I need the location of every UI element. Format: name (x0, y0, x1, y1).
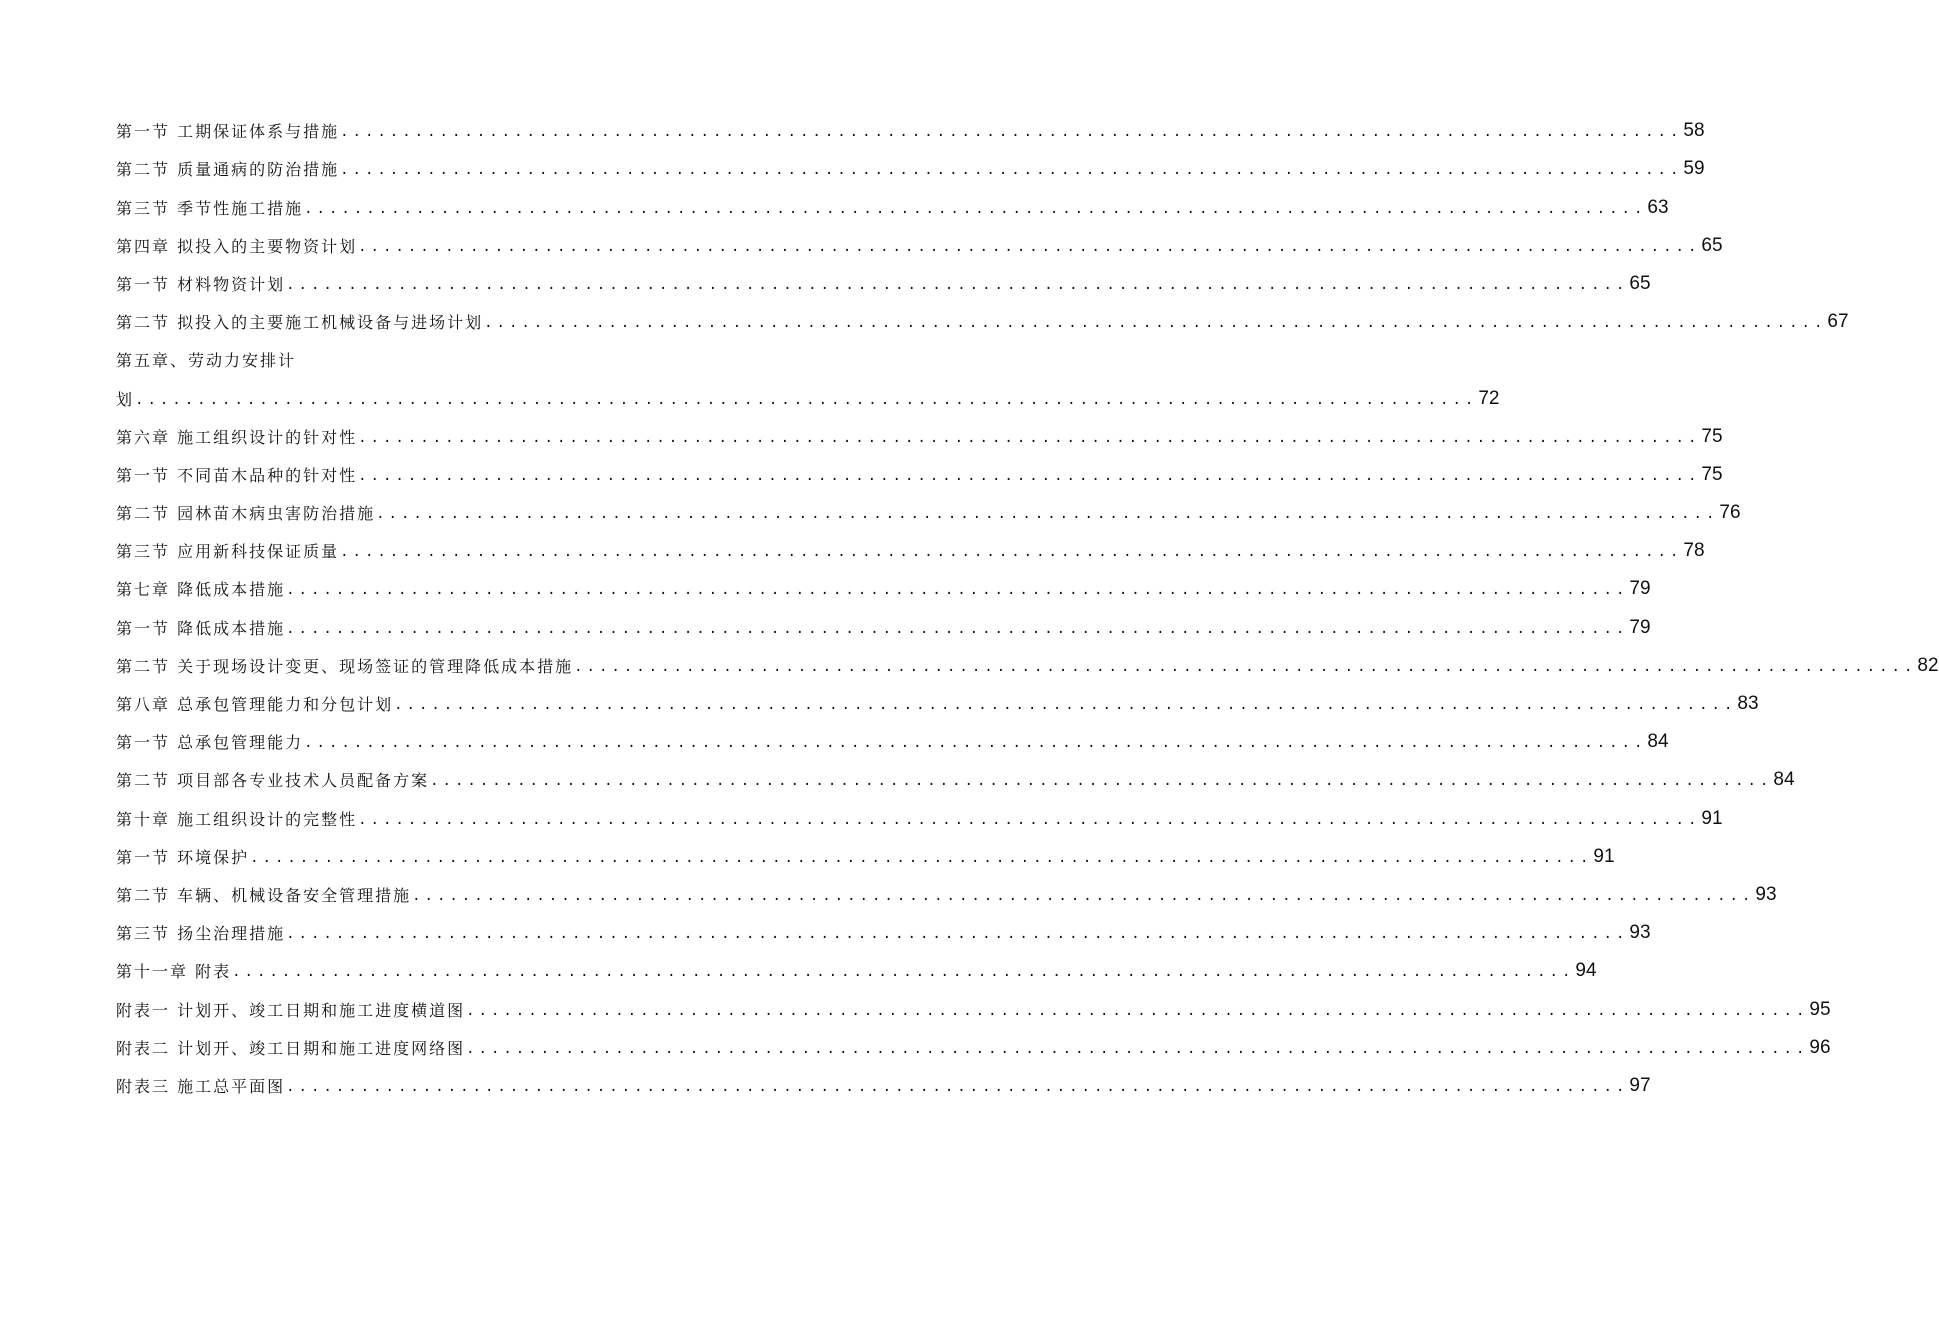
toc-entry-title: 第十章 施工组织设计的完整性 (116, 809, 358, 829)
toc-page-number: 72 (1478, 387, 1500, 409)
toc-entry-title: 附表二 计划开、竣工日期和施工进度网络图 (116, 1038, 466, 1058)
toc-row[interactable] (116, 108, 1705, 146)
toc-row[interactable] (116, 986, 1831, 1024)
toc-row[interactable] (116, 1025, 1831, 1063)
toc-row[interactable] (116, 910, 1651, 948)
table-of-contents (116, 108, 1939, 1101)
toc-page-number: 79 (1629, 616, 1651, 638)
toc-leader-dots: ............................................................................................................ (412, 887, 1755, 904)
toc-leader-dots: ............................................................................................................ (466, 1040, 1809, 1057)
toc-entry-title: 第一节 材料物资计划 (116, 274, 286, 294)
toc-entry-title: 第一节 不同苗木品种的针对性 (116, 465, 358, 485)
toc-leader-dots: ............................................................................................................ (232, 964, 1575, 981)
toc-row[interactable] (116, 1063, 1651, 1101)
toc-entry-title: 第八章 总承包管理能力和分包计划 (116, 695, 394, 714)
toc-leader-dots: ............................................................................................................ (340, 544, 1683, 561)
toc-row[interactable] (116, 223, 1723, 261)
toc-leader-dots: ............................................................................................................ (286, 620, 1629, 637)
toc-entry-title: 第一节 工期保证体系与措施 (116, 122, 340, 142)
toc-row[interactable] (116, 604, 1651, 642)
toc-page-number: 96 (1809, 1036, 1831, 1058)
toc-row[interactable] (116, 757, 1795, 795)
toc-entry-title: 第三节 应用新科技保证质量 (116, 542, 340, 562)
toc-page-number: 65 (1701, 234, 1723, 256)
toc-entry-title: 第一节 总承包管理能力 (116, 733, 304, 753)
toc-page-number: 93 (1755, 883, 1777, 905)
toc-leader-dots: ............................................................................................................ (304, 735, 1647, 752)
toc-leader-dots: ............................................................................................................ (574, 658, 1917, 675)
toc-entry-title: 第二节 园林苗木病虫害防治措施 (116, 504, 376, 524)
toc-page-number: 94 (1575, 960, 1597, 982)
toc-leader-dots: ............................................................................................................ (286, 582, 1629, 599)
toc-entry-title: 第三节 季节性施工措施 (116, 198, 304, 218)
toc-page-number: 84 (1647, 731, 1669, 753)
toc-entry-title: 第二节 质量通病的防治措施 (116, 160, 340, 180)
toc-leader-dots: ............................................................................................................ (484, 315, 1827, 332)
toc-entry-title: 第一节 环境保护 (116, 847, 250, 867)
toc-entry-title: 第一节 降低成本措施 (116, 618, 286, 638)
toc-page-number: 93 (1629, 922, 1651, 944)
toc-row[interactable] (116, 146, 1705, 184)
toc-entry-title: 第五章、劳动力安排计 (116, 351, 297, 371)
toc-row[interactable] (116, 337, 856, 375)
toc-entry-title: 第七章 降低成本措施 (116, 580, 286, 600)
toc-entry-title: 附表一 计划开、竣工日期和施工进度横道图 (116, 1000, 466, 1020)
toc-leader-dots: ............................................................................................................ (466, 1002, 1809, 1019)
toc-page-number: 91 (1593, 845, 1615, 867)
toc-row[interactable] (116, 834, 1615, 872)
toc-page-number: 65 (1629, 272, 1651, 294)
toc-entry-title: 划 (116, 389, 135, 409)
toc-page-number: 82 (1917, 654, 1939, 676)
toc-leader-dots: ............................................................................................................ (135, 391, 1478, 408)
toc-leader-dots: ............................................................................................................ (340, 162, 1683, 179)
toc-row[interactable] (116, 643, 1939, 681)
toc-entry-title: 第十一章 附表 (116, 962, 232, 982)
toc-page-number: 59 (1683, 158, 1705, 180)
toc-leader-dots: ............................................................................................................ (376, 506, 1719, 523)
toc-row[interactable] (116, 566, 1651, 604)
toc-row[interactable] (116, 528, 1705, 566)
toc-row[interactable] (116, 299, 1849, 337)
toc-entry-title: 第二节 车辆、机械设备安全管理措施 (116, 885, 412, 905)
toc-row[interactable] (116, 261, 1651, 299)
toc-entry-title: 第三节 扬尘治理措施 (116, 924, 286, 944)
toc-entry-title: 第四章 拟投入的主要物资计划 (116, 236, 358, 256)
toc-page-number: 83 (1737, 693, 1759, 714)
toc-entry-title: 第六章 施工组织设计的针对性 (116, 427, 358, 447)
toc-entry-title: 第二节 拟投入的主要施工机械设备与进场计划 (116, 313, 484, 333)
toc-row[interactable] (116, 184, 1669, 222)
toc-leader-dots: ............................................................................................................ (286, 926, 1629, 943)
toc-page-number: 75 (1701, 425, 1723, 447)
toc-page-number: 84 (1773, 769, 1795, 791)
toc-page-number: 95 (1809, 998, 1831, 1020)
toc-leader-dots: ............................................................................................................ (358, 238, 1701, 255)
toc-page-number: 76 (1719, 502, 1741, 524)
toc-row[interactable] (116, 452, 1723, 490)
toc-leader-dots: ............................................................................................................ (286, 276, 1629, 293)
toc-page-number: 78 (1683, 540, 1705, 562)
toc-row[interactable] (116, 719, 1669, 757)
toc-row[interactable] (116, 490, 1741, 528)
toc-row[interactable] (116, 375, 1500, 413)
toc-page-number: 79 (1629, 578, 1651, 600)
toc-leader-dots: ............................................................................................................ (250, 849, 1593, 866)
toc-row[interactable] (116, 414, 1723, 452)
toc-leader-dots: ............................................................................................................ (394, 697, 1737, 713)
toc-row[interactable] (116, 872, 1777, 910)
toc-page-number: 58 (1683, 120, 1705, 142)
toc-row[interactable] (116, 948, 1597, 986)
toc-row[interactable] (116, 795, 1723, 833)
toc-page-number: 75 (1701, 463, 1723, 485)
toc-leader-dots: ............................................................................................................ (340, 124, 1683, 141)
toc-page-number: 97 (1629, 1074, 1651, 1096)
toc-page-number: 91 (1701, 807, 1723, 829)
toc-row[interactable] (116, 681, 1759, 719)
toc-leader-dots: ............................................................................................................ (286, 1078, 1629, 1095)
toc-entry-title: 第二节 关于现场设计变更、现场签证的管理降低成本措施 (116, 656, 574, 676)
toc-leader-dots: ............................................................................................................ (304, 200, 1647, 217)
toc-page-number: 67 (1827, 311, 1849, 333)
toc-leader-dots: ............................................................................................................ (358, 467, 1701, 484)
toc-page-number: 63 (1647, 196, 1669, 218)
toc-leader-dots: ............................................................................................................ (430, 773, 1773, 790)
toc-entry-title: 第二节 项目部各专业技术人员配备方案 (116, 771, 430, 791)
toc-leader-dots: ............................................................................................................ (358, 429, 1701, 446)
toc-entry-title: 附表三 施工总平面图 (116, 1076, 286, 1096)
toc-leader-dots: ............................................................................................................ (358, 811, 1701, 828)
